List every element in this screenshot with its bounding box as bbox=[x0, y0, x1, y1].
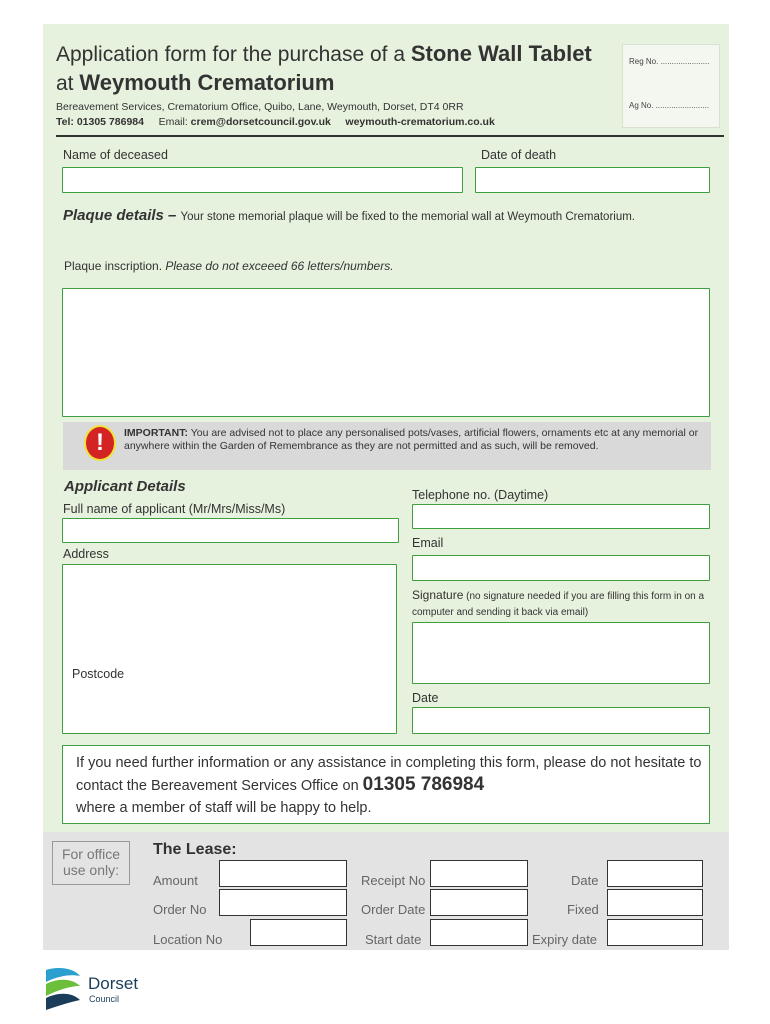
name-of-deceased-label: Name of deceased bbox=[63, 148, 168, 162]
full-name-label: Full name of applicant (Mr/Mrs/Miss/Ms) bbox=[63, 502, 286, 516]
address-field[interactable] bbox=[62, 564, 397, 734]
applicant-date-label: Date bbox=[412, 691, 439, 705]
email-link[interactable]: crem@dorsetcouncil.gov.uk bbox=[190, 116, 331, 128]
ag-no: Ag No. ........................ bbox=[629, 101, 710, 110]
help-text: If you need further information or any assistance in completing this form, please do not hesitate to contact the Bereavement Services Office on 01305 786984 where a member of staff will be happy to help. bbox=[76, 755, 702, 816]
reference-box bbox=[622, 44, 720, 128]
reg-no: Reg No. ...................... bbox=[629, 57, 710, 66]
location-no-field[interactable] bbox=[250, 919, 347, 946]
applicant-details-heading: Applicant Details bbox=[64, 478, 186, 495]
office-date-label: Date bbox=[571, 873, 599, 888]
start-date-field[interactable] bbox=[430, 919, 528, 946]
telephone-label: Telephone no. (Daytime) bbox=[412, 488, 549, 502]
plaque-details-heading: Plaque details – Your stone memorial plaque will be fixed to the memorial wall at Weymouth Crematorium. bbox=[63, 207, 635, 224]
website-link[interactable]: weymouth-crematorium.co.uk bbox=[345, 116, 495, 128]
telephone-field[interactable] bbox=[412, 504, 710, 529]
important-text: IMPORTANT: You are advised not to place any personalised pots/vases, artificial flowers, ornaments etc at any memorial or anywhere within the Garden of Remembrance as they are not permitted and as such, will be removed. bbox=[124, 427, 699, 452]
dorset-council-logo-icon bbox=[44, 966, 84, 1010]
amount-field[interactable] bbox=[219, 860, 347, 887]
email-field[interactable] bbox=[412, 555, 710, 581]
help-phone-number: 01305 786984 bbox=[362, 774, 485, 795]
order-date-field[interactable] bbox=[430, 889, 528, 916]
full-name-field[interactable] bbox=[62, 518, 399, 543]
applicant-date-field[interactable] bbox=[412, 707, 710, 734]
receipt-no-label: Receipt No bbox=[361, 873, 426, 888]
logo-name: Dorset bbox=[88, 974, 139, 993]
order-no-label: Order No bbox=[153, 902, 207, 917]
inscription-field[interactable] bbox=[62, 288, 710, 417]
logo-sub: Council bbox=[89, 994, 120, 1004]
office-date-field[interactable] bbox=[607, 860, 703, 887]
warning-icon: ! bbox=[84, 425, 116, 461]
amount-label: Amount bbox=[153, 873, 198, 888]
receipt-no-field[interactable] bbox=[430, 860, 528, 887]
order-no-field[interactable] bbox=[219, 889, 347, 916]
date-of-death-label: Date of death bbox=[481, 148, 557, 162]
phone-number: 01305 786984 bbox=[76, 116, 144, 128]
expiry-date-field[interactable] bbox=[607, 919, 703, 946]
form-title: Application form for the purchase of a Stone Wall Tablet at Weymouth Crematorium bbox=[56, 41, 592, 95]
inscription-label: Plaque inscription. Please do not exceeed 66 letters/numbers. bbox=[64, 259, 394, 273]
signature-label: Signature (no signature needed if you are filling this form in on a computer and sending it back via email) bbox=[412, 588, 705, 618]
order-date-label: Order Date bbox=[361, 902, 426, 917]
email-label: Email bbox=[412, 536, 444, 550]
signature-field[interactable] bbox=[412, 622, 710, 684]
start-date-label: Start date bbox=[365, 932, 422, 947]
postcode-label: Postcode bbox=[72, 667, 125, 681]
address-label: Address bbox=[63, 547, 109, 561]
office-address: Bereavement Services, Crematorium Office, Quibo, Lane, Weymouth, Dorset, DT4 0RR bbox=[56, 101, 464, 113]
expiry-date-label: Expiry date bbox=[532, 932, 598, 947]
contact-details: Bereavement Services, Crematorium Office, Quibo, Lane, Weymouth, Dorset, DT4 0RR Tel: 01305 786984 Email: crem@dorsetcouncil.gov.uk weymouth-crematorium.co.uk bbox=[56, 101, 495, 128]
header-divider bbox=[56, 135, 724, 137]
name-of-deceased-field[interactable] bbox=[62, 167, 463, 193]
date-of-death-field[interactable] bbox=[475, 167, 710, 193]
location-no-label: Location No bbox=[153, 932, 223, 947]
office-use-label: For office use only: bbox=[52, 841, 130, 885]
lease-heading: The Lease: bbox=[153, 841, 237, 858]
fixed-label: Fixed bbox=[567, 902, 599, 917]
fixed-field[interactable] bbox=[607, 889, 703, 916]
